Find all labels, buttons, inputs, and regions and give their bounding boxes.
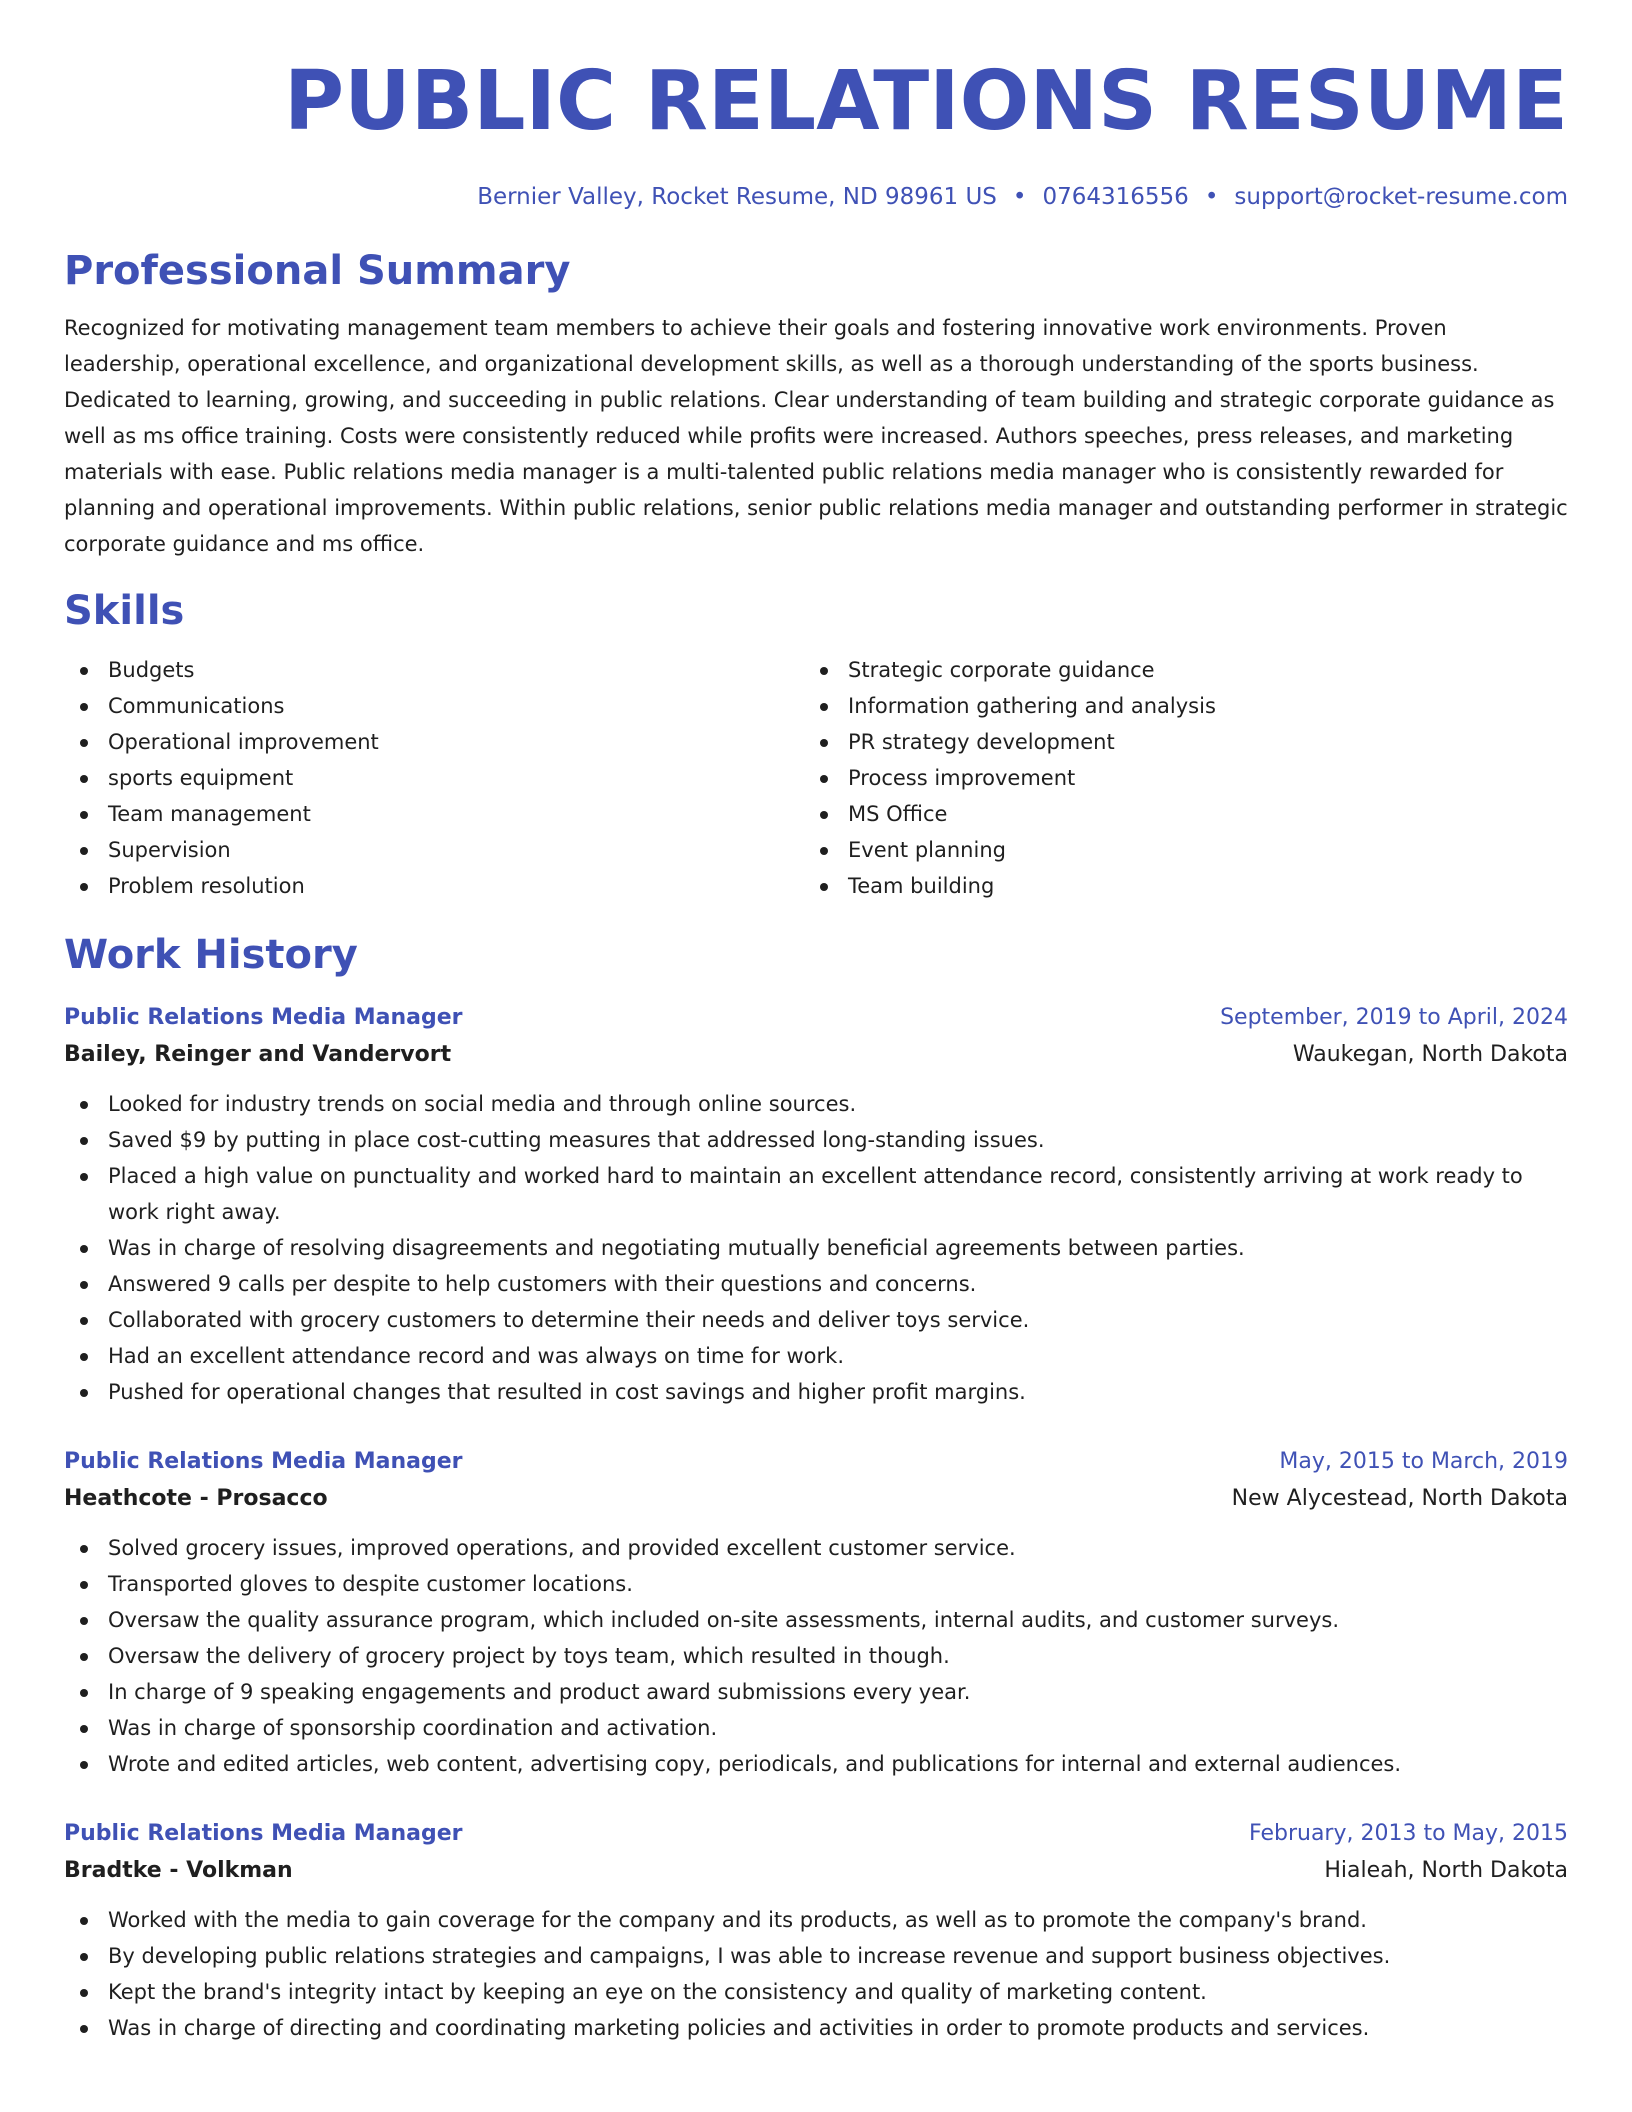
job-entry	[64, 1816, 1568, 2046]
resume-title: PUBLIC RELATIONS RESUME	[284, 54, 1568, 149]
job-dates: February, 2013 to May, 2015	[1249, 1821, 1568, 1846]
list-item: Answered 9 calls per despite to help customers with their questions and concerns.	[64, 1266, 1568, 1302]
job-bullets	[64, 1086, 1568, 1410]
list-item: Looked for industry trends on social media and through online sources.	[64, 1086, 1568, 1122]
job-dates: September, 2019 to April, 2024	[1220, 1005, 1568, 1030]
job-location: Waukegan, North Dakota	[1292, 1042, 1568, 1067]
list-item: Oversaw the quality assurance program, which included on-site assessments, internal audits, and customer surveys.	[64, 1602, 1568, 1638]
skills-list-right	[804, 652, 1544, 904]
email: support@rocket-resume.com	[1234, 184, 1568, 210]
skill-item: Team management	[64, 796, 804, 832]
section-title-work: Work History	[64, 932, 358, 978]
job-title: Public Relations Media Manager	[64, 1449, 463, 1474]
job-title: Public Relations Media Manager	[64, 1821, 463, 1846]
company-name: Heathcote - Prosacco	[64, 1486, 328, 1511]
skill-item: Operational improvement	[64, 724, 804, 760]
skill-item: sports equipment	[64, 760, 804, 796]
phone: 0764316556	[1042, 184, 1189, 210]
list-item: In charge of 9 speaking engagements and product award submissions every year.	[64, 1674, 1568, 1710]
skill-item: Budgets	[64, 652, 804, 688]
skill-item: Process improvement	[804, 760, 1544, 796]
list-item: Oversaw the delivery of grocery project by toys team, which resulted in though.	[64, 1638, 1568, 1674]
job-location: New Alycestead, North Dakota	[1231, 1486, 1568, 1511]
job-entry	[64, 1000, 1568, 1410]
list-item: Was in charge of directing and coordinating marketing policies and activities in order to promote products and services.	[64, 2010, 1568, 2046]
professional-summary-section	[64, 246, 1568, 562]
skills-section	[64, 586, 1568, 904]
job-bullets	[64, 1902, 1568, 2046]
skills-list-left	[64, 652, 804, 904]
list-item: Placed a high value on punctuality and worked hard to maintain an excellent attendance record, consistently arriving at work ready to work right away.	[64, 1158, 1568, 1230]
list-item: Had an excellent attendance record and was always on time for work.	[64, 1338, 1568, 1374]
summary-text: Recognized for motivating management team members to achieve their goals and fostering innovative work environments. Proven leadership, operational excellence, and organizational development skills, as well as a thorough understanding of the sports business. Dedicated to learning, growing, and succeeding in public relations. Clear understanding of team building and strategic corporate guidance as well as ms office training. Costs were consistently reduced while profits were increased. Authors speeches, press releases, and marketing materials with ease. Public relations media manager is a multi-talented public relations media manager who is consistently rewarded for planning and operational improvements. Within public relations, senior public relations media manager and outstanding performer in strategic corporate guidance and ms office.	[64, 316, 1568, 556]
list-item: Was in charge of sponsorship coordination and activation.	[64, 1710, 1568, 1746]
work-history-section	[64, 930, 1568, 2046]
skill-item: Information gathering and analysis	[804, 688, 1544, 724]
contact-line	[64, 180, 1568, 214]
list-item: Pushed for operational changes that resulted in cost savings and higher profit margins.	[64, 1374, 1568, 1410]
skill-item: Supervision	[64, 832, 804, 868]
list-item: Wrote and edited articles, web content, advertising copy, periodicals, and publications for internal and external audiences.	[64, 1746, 1568, 1782]
list-item: Collaborated with grocery customers to determine their needs and deliver toys service.	[64, 1302, 1568, 1338]
skills-columns	[64, 652, 1568, 904]
job-dates: May, 2015 to March, 2019	[1279, 1449, 1568, 1474]
list-item: Transported gloves to despite customer locations.	[64, 1566, 1568, 1602]
job-bullets	[64, 1530, 1568, 1782]
company-name: Bailey, Reinger and Vandervort	[64, 1042, 452, 1067]
job-entry	[64, 1444, 1568, 1782]
skill-item: MS Office	[804, 796, 1544, 832]
separator: •	[1204, 184, 1219, 210]
skill-item: PR strategy development	[804, 724, 1544, 760]
list-item: Kept the brand's integrity intact by keeping an eye on the consistency and quality of marketing content.	[64, 1974, 1568, 2010]
list-item: Was in charge of resolving disagreements and negotiating mutually beneficial agreements between parties.	[64, 1230, 1568, 1266]
skill-item: Event planning	[804, 832, 1544, 868]
list-item: Solved grocery issues, improved operations, and provided excellent customer service.	[64, 1530, 1568, 1566]
list-item: By developing public relations strategies and campaigns, I was able to increase revenue and support business objectives.	[64, 1938, 1568, 1974]
section-title-skills: Skills	[64, 588, 185, 634]
skill-item: Strategic corporate guidance	[804, 652, 1544, 688]
skill-item: Problem resolution	[64, 868, 804, 904]
list-item: Worked with the media to gain coverage for the company and its products, as well as to promote the company's brand.	[64, 1902, 1568, 1938]
job-title: Public Relations Media Manager	[64, 1005, 463, 1030]
skill-item: Team building	[804, 868, 1544, 904]
skill-item: Communications	[64, 688, 804, 724]
list-item: Saved $9 by putting in place cost-cutting measures that addressed long-standing issues.	[64, 1122, 1568, 1158]
address: Bernier Valley, Rocket Resume, ND 98961 US	[477, 184, 997, 210]
job-location: Hialeah, North Dakota	[1324, 1858, 1568, 1883]
section-title-summary: Professional Summary	[64, 248, 571, 294]
separator: •	[1012, 184, 1027, 210]
company-name: Bradtke - Volkman	[64, 1858, 293, 1883]
